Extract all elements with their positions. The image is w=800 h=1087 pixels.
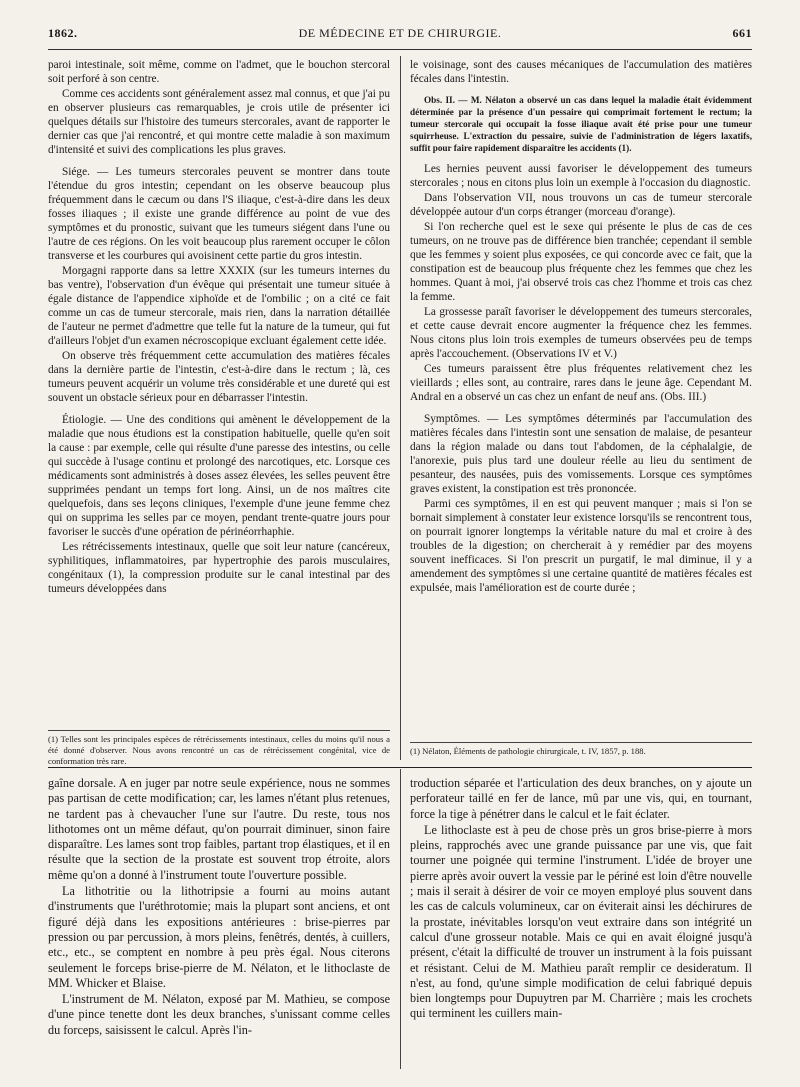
paragraph: L'instrument de M. Nélaton, exposé par M. Mathieu, se compose d'une pince tenette dont les deux branches, s'unissant comme celles du forceps, saisissent le calcul. Après l'in- bbox=[48, 992, 390, 1037]
running-header bbox=[48, 26, 752, 48]
observation-note: Obs. II. — M. Nélaton a observé un cas dans lequel la maladie était évidemment déterminée par la présence d'un pessaire qui comprimait fortement le rectum; la tumeur stercorale qui occupait la fosse iliaque avait été prise pour une tumeur squirrheuse. L'extraction du pessaire, suivie de l'administration de légers laxatifs, suffit pour faire rapidement disparaître les accidents (1). bbox=[410, 95, 752, 153]
paragraph: paroi intestinale, soit même, comme on l'admet, que le bouchon stercoral soit perforé à son centre. bbox=[48, 59, 390, 85]
column-right-bottom bbox=[410, 776, 752, 1072]
footnote-right: (1) Nélaton, Éléments de pathologie chirurgicale, t. IV, 1857, p. 188. bbox=[410, 746, 646, 756]
paragraph: Le lithoclaste est à peu de chose près un gros brise-pierre à mors pleins, rapprochés avec une grande puissance par une vis, que fait tourner une poignée qui termine l'instrument. L'idée de broyer une pierre après avoir ouvert la vessie par le périné est loin d'être nouvelle ; mais il serait à désirer de voir ce moyen employé plus souvent dans les cas de calculs volumineux, car on éviterait ainsi les déchirures de la prostate, inévitables lorsqu'on veut extraire dans son intégrité un calcul d'une grosseur notable. Mais ce qui en avait éloigné jusqu'à présent, c'était la difficulté de trouver un instrument à la fois puissant et résistant. Celui de M. Mathieu paraît remplir ce desideratum. Il n'est, au fond, qu'une simple modification de celui fabriqué depuis bien longtemps pour Dupuytren par M. Charrière ; mais les crochets qui terminent les cuillers main- bbox=[410, 822, 752, 1021]
column-divider-top bbox=[400, 56, 401, 760]
footnote-left: (1) Telles sont les principales espèces de rétrécissements intestinaux, celles du moins qu'il nous a été donné d'observer. Nous avons rencontré un cas de rétrécissement congénital, vice de conformation très rare. bbox=[48, 734, 390, 766]
column-left-bottom bbox=[48, 776, 390, 1072]
page-number: 661 bbox=[732, 26, 752, 40]
paragraph: Dans l'observation VII, nous trouvons un cas de tumeur stercorale développée autour d'un corps étranger (morceau d'orange). bbox=[410, 192, 752, 218]
paragraph-etiologie: Étiologie. — Une des conditions qui amènent le développement de la maladie que nous étudions est la constipation habituelle, quelle qu'en soit la cause : par exemple, celle qui résulte d'une paresse des intestins, ou celle qui succède à l'usage continu et prolongé des narcotiques, etc. Lorsque ces médicaments sont administrés à doses assez élevées, les selles peuvent être supprimées pendant un temps fort long. Ainsi, un de nos maîtres cite quelquefois, dans ses leçons cliniques, l'exemple d'une jeune femme chez qui on supprima les selles par ce moyen, pendant trente-quatre jours pour favoriser le succès d'une opération de périnéorrhaphie. bbox=[48, 414, 390, 538]
paragraph: On observe très fréquemment cette accumulation des matières fécales dans la dernière partie de l'intestin, c'est-à-dire dans le rectum ; là, ces tumeurs peuvent acquérir un volume très considérable et une dureté qui est souvent un obstacle sérieux pour en débarrasser l'intestin. bbox=[48, 350, 390, 404]
column-left-top bbox=[48, 58, 390, 725]
paragraph: La grossesse paraît favoriser le développement des tumeurs stercorales, et cette cause devrait encore augmenter la fréquence chez les femmes. Nous citons plus loin trois exemples de tumeurs observées peu de temps après l'accouchement. (Observations IV et V.) bbox=[410, 306, 752, 360]
header-rule bbox=[48, 49, 752, 50]
column-divider-bottom bbox=[400, 769, 401, 1069]
section-rule bbox=[48, 767, 752, 768]
footnote-rule bbox=[48, 730, 390, 731]
header-year: 1862. bbox=[48, 26, 78, 40]
paragraph: troduction séparée et l'articulation des deux branches, on y ajoute un perforateur taillé en fer de lance, mû par une vis, qui, en tournant, force la tige à pénétrer dans le calcul et le fait éclater. bbox=[410, 776, 752, 821]
paragraph: gaîne dorsale. A en juger par notre seule expérience, nous ne sommes pas partisan de cette modification; car, les lames n'étant plus retenues, ne tardent pas à chevaucher l'une sur l'autre. Du reste, tous nos lithotomes ont un même défaut, qu'on pourrait diminuer, sinon faire disparaître. Les lames sont trop faibles, partant trop élastiques, et il en résulte que la section de la prostate est souvent trop étroite, alors même qu'on a donné à l'instrument toute l'ouverture possible. bbox=[48, 776, 390, 882]
column-right-top bbox=[410, 58, 752, 725]
paragraph: Parmi ces symptômes, il en est qui peuvent manquer ; mais si l'on se bornait simplement à constater leur existence lorsqu'ils se rencontrent tous, on pourrait ignorer longtemps la véritable nature du mal et croire à des troubles de la digestion; on chercherait à y remédier par des moyens souvent inefficaces. Si l'on prescrit un purgatif, le mal diminue, il y a amendement des symptômes si une certaine quantité de matières fécales est expulsée, mais l'amélioration est de courte durée ; bbox=[410, 498, 752, 594]
paragraph: Morgagni rapporte dans sa lettre XXXIX (sur les tumeurs internes du bas ventre), l'observation d'un évêque qui présentait une tumeur située à égale distance de l'appendice xiphoïde et de l'ombilic ; on a cité ce fait comme un cas de tumeur stercorale, mais rien, dans la narration détaillée de l'auteur ne permet d'admettre que telle fut la nature de la tumeur, qui fut d'ailleurs l'objet d'un examen nécroscopique excluant également cette idée. bbox=[48, 265, 390, 347]
paragraph-siege: Siége. — Les tumeurs stercorales peuvent se montrer dans toute l'étendue du gros intestin; cependant on les observe beaucoup plus fréquemment dans le cæcum ou dans l'S iliaque, c'est-à-dire dans les deux fosses iliaques ; il existe une grande différence au point de vue des symptômes et du pronostic, suivant que les tumeurs siégent dans l'une ou l'autre de ces régions. On les voit beaucoup plus rarement occuper le côlon transverse et les courbures qui avoisinent cette partie du gros intestin. bbox=[48, 166, 390, 262]
paragraph: Si l'on recherche quel est le sexe qui présente le plus de cas de ces tumeurs, on ne trouve pas de différence bien tranchée; cependant il semble que les femmes y soient plus exposées, ce qui concorde avec ce fait, que la constipation est de beaucoup plus fréquente chez les femmes que chez les hommes. Quant à moi, j'ai observé trois cas chez l'homme et trois cas chez la femme. bbox=[410, 221, 752, 303]
paragraph: Ces tumeurs paraissent être plus fréquentes relativement chez les vieillards ; elles sont, au contraire, rares dans le jeune âge. Cependant M. Andral en a observé un cas chez un enfant de neuf ans. (Obs. III.) bbox=[410, 363, 752, 403]
footnote-rule bbox=[410, 742, 752, 743]
paragraph: Les rétrécissements intestinaux, quelle que soit leur nature (cancéreux, syphilitiques, inflammatoires, par hypertrophie des parois musculaires, congénitaux (1), la compression produite sur le canal intestinal par des tumeurs développées dans bbox=[48, 541, 390, 595]
paragraph: le voisinage, sont des causes mécaniques de l'accumulation des matières fécales dans l'intestin. bbox=[410, 59, 752, 85]
header-title: DE MÉDECINE ET DE CHIRURGIE. bbox=[298, 26, 502, 40]
paragraph-symptomes: Symptômes. — Les symptômes déterminés par l'accumulation des matières fécales dans l'intestin sont une sensation de malaise, de pesanteur dans la région malade ou dans tout l'abdomen, de la céphalalgie, de l'anorexie, puis plus tard une douleur réelle au lieu du sentiment de pesanteur, des nausées, puis des vomissements. Lorsque ces symptômes graves existent, la constipation est très prononcée. bbox=[410, 413, 752, 495]
paragraph: Comme ces accidents sont généralement assez mal connus, et que j'ai pu en observer plusieurs cas remarquables, je crois utile de présenter ici quelques détails sur l'histoire des tumeurs stercorales, avant de rapporter le dernier cas que j'ai rencontré, et qui montre cette maladie à son maximum d'intensité et suivi des complications les plus graves. bbox=[48, 88, 390, 156]
paragraph: La lithotritie ou la lithotripsie a fourni au moins autant d'instruments que l'uréthrotomie; mais la plupart sont anciens, et ont figuré déjà dans les expositions antérieures : brise-pierres par pression ou par percussion, à mors pleins, fenêtrés, dentés, à cuillers, etc., etc., se comptent en nombre à peu près égal. Nous citerons seulement le forceps brise-pierre de M. Nélaton, et le lithoclaste de MM. Whicker et Blaise. bbox=[48, 884, 390, 990]
paragraph: Les hernies peuvent aussi favoriser le développement des tumeurs stercorales ; nous en citons plus loin un exemple à l'occasion du diagnostic. bbox=[410, 163, 752, 189]
